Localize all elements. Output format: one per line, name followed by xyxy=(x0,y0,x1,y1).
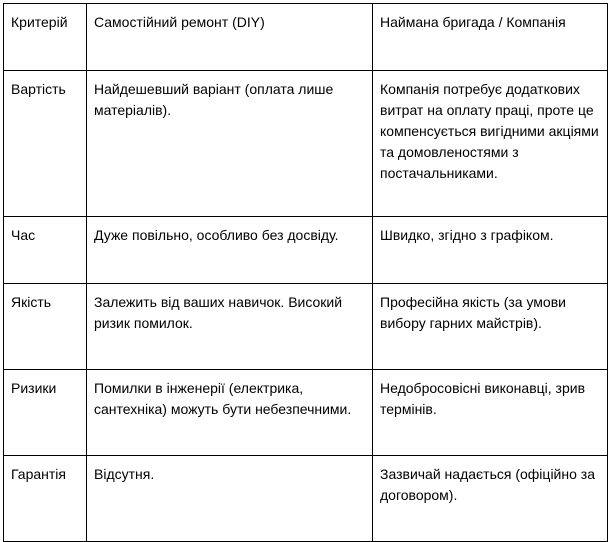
cell-diy: Дуже повільно, особливо без досвіду. xyxy=(87,217,373,284)
table-row xyxy=(4,456,608,542)
cell-company: Недобросовісні виконавці, зрив термінів. xyxy=(373,370,608,456)
cell-company: Швидко, згідно з графіком. xyxy=(373,217,608,284)
cell-diy: Найдешевший варіант (оплата лише матеріалів). xyxy=(87,71,373,217)
cell-criterion: Гарантія xyxy=(4,456,87,542)
cell-company: Компанія потребує додаткових витрат на оплату праці, проте це компенсується вигідними акціями та домовленостями з постачальниками. xyxy=(373,71,608,217)
cell-criterion: Вартість xyxy=(4,71,87,217)
table-row xyxy=(4,284,608,370)
comparison-table xyxy=(3,3,608,542)
table-header-row xyxy=(4,4,608,71)
cell-diy: Відсутня. xyxy=(87,456,373,542)
cell-company: Зазвичай надається (офіційно за договором). xyxy=(373,456,608,542)
header-company: Наймана бригада / Компанія xyxy=(373,4,608,71)
table-row xyxy=(4,370,608,456)
cell-diy: Залежить від ваших навичок. Високий ризик помилок. xyxy=(87,284,373,370)
header-criterion: Критерій xyxy=(4,4,87,71)
header-diy: Самостійний ремонт (DIY) xyxy=(87,4,373,71)
cell-criterion: Якість xyxy=(4,284,87,370)
table-row xyxy=(4,71,608,217)
cell-company: Професійна якість (за умови вибору гарних майстрів). xyxy=(373,284,608,370)
cell-diy: Помилки в інженерії (електрика, сантехніка) можуть бути небезпечними. xyxy=(87,370,373,456)
cell-criterion: Час xyxy=(4,217,87,284)
table-row xyxy=(4,217,608,284)
cell-criterion: Ризики xyxy=(4,370,87,456)
